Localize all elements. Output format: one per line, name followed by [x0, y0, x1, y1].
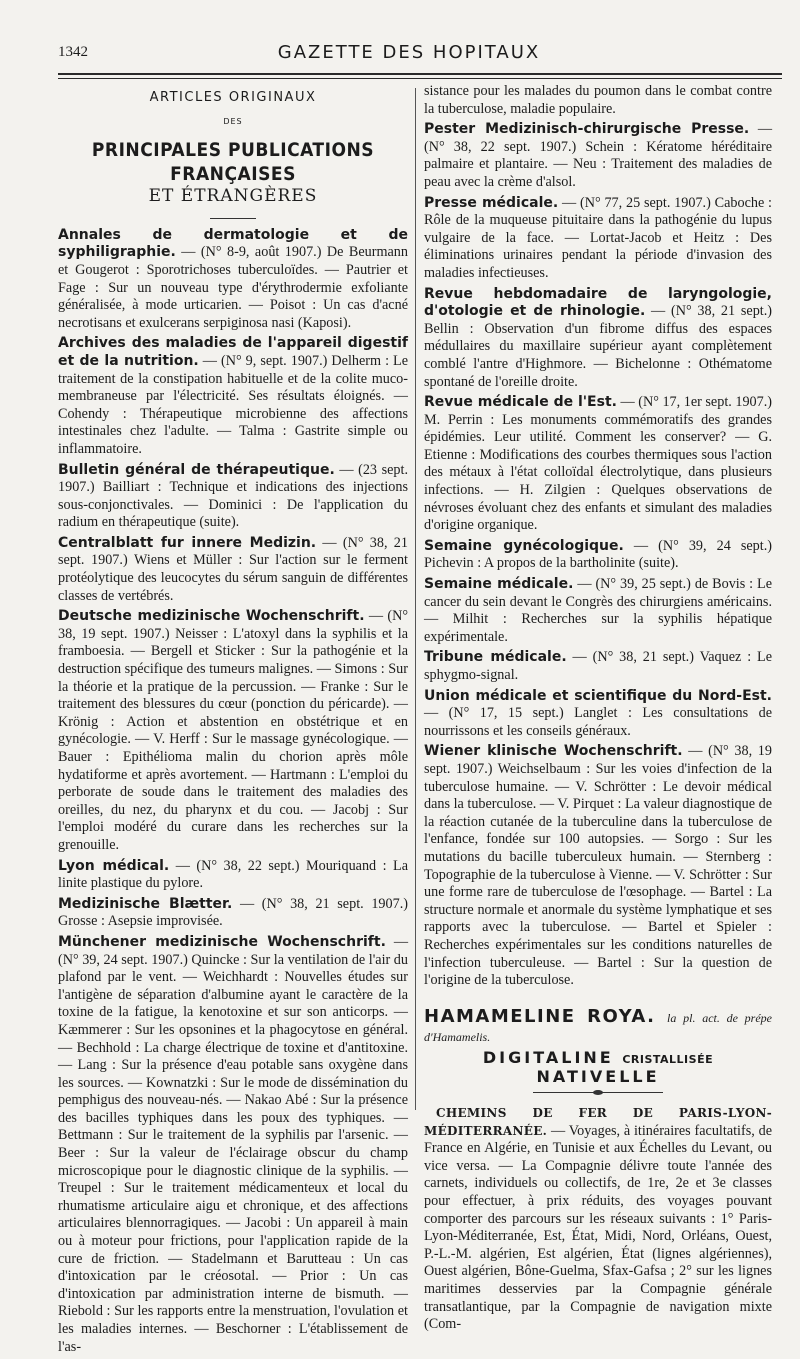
- entry-text: — (N° 38, 19 sept. 1907.) Neisser : L'atoxyl dans la syphilis et la framboesia. — Bergell et Sticker : Sur la pathogénie et la destruction spécifique des tumeurs malignes. — Simons : Sur la théorie et la pratique de la percussion. — Franke : Sur le traitement des blessures du cœur (ponction du péricarde). — Krönig : Action et abstention en obstétrique et en gynécologie. — V. Herff : Sur le massage gynécologique. — Bauer : Epithélioma malin du chorion après môle hydatiforme et après avortement. — Hartmann : L'emploi du perborate de soude dans le traitement des maladies des oreilles, du nez, du pharynx et du cou. — Jacobj : Sur l'emploi modéré du curare dans les recherches sur la grenouille.: [58, 608, 408, 853]
- bibliography-entry: [424, 743, 772, 989]
- entry-text: — (N° 39, 24 sept. 1907.) Quincke : Sur la ventilation de l'air du plafond par le vent. — Weichhardt : Nouvelles études sur l'antigène de séparation d'albumine ayant le caractère de la toxine de la fatigue, la kenotoxine et sur son anticorps. — Kæmmerer : Sur les opsonines et la phagocytose en général. — Bechhold : La charge électrique de toxine et d'antitoxine. — Lang : Sur la présence d'eau potable sans oxygène dans les sources. — Kownatzki : Sur le mode de dissémination du pemphigus des nouveau-nés. — Nakao Abé : Sur la présence des bacilles typhiques dans les poux des typhiques. — Bettmann : Sur le traitement de la syphilis par l'arsenic. — Beer : Sur la valeur de l'éclairage obscur du champ microscopique pour le diagnostic clinique de la syphilis. — Treupel : Sur le traitement médicamenteux et local du rhumatisme articulaire aigu et chronique, et des affections articulaires blennorragiques. — Jacobi : Un appareil à main ou à moteur pour frictions, pour l'application rapide de la cure de friction. — Stadelmann et Barutteau : Un cas d'intoxication par le créosotal. — Prior : Un cas d'intoxication par administration interne de bismuth. — Riebold : Sur les rapports entre la menstruation, l'ovulation et les maladies internes. — Beschorner : L'établissement de l'as-: [58, 933, 408, 1355]
- journal-title: GAZETTE DES HOPITAUX: [277, 42, 541, 63]
- journal-name: Annales de dermatologie et de syphiligraphie.: [58, 226, 408, 261]
- section-subtitle: ET ÉTRANGÈRES: [148, 186, 318, 207]
- entry-text: — (N° 38, 22 sept.) Mouriquand : La linite plastique du pylore.: [58, 857, 409, 892]
- entry-text: — (N° 77, 25 sept. 1907.) Caboche : Rôle de la muqueuse pituitaire dans la pathogénie du lupus vulgaire de la face. — Lortat-Jacob et Heitz : Des éliminations urinaires pendant la période d'invasion des maladies infectieuses.: [424, 194, 772, 281]
- journal-name: Münchener medizinische Wochenschrift.: [58, 933, 386, 950]
- bibliography-entry: [424, 121, 772, 191]
- railway-notice-title: CHEMINS DE FER DE PARIS-LYON-MÉDITERRANÉE.: [424, 1106, 772, 1138]
- journal-name: Revue médicale de l'Est.: [424, 394, 617, 411]
- bibliography-entry: [58, 462, 408, 532]
- ad-digitaline: DIGITALINE CRISTALLISÉE NATIVELLE: [482, 1047, 714, 1087]
- railway-notice-body: — Voyages, à itinéraires facultatifs, de France en Algérie, en Tunisie et aux Échelles du Levant, ou vice versa. — La Compagnie délivre toute l'année des carnets, individuels ou collectifs, de 1re, 2e et 3e classes pour effectuer, à prix réduits, des voyages pouvant comporter des parcours sur les réseaux suivants : 1° Paris-Lyon-Méditerranée, Est, État, Midi, Nord, Orléans, Ouest, P.-L.-M. algérien, Est algérien, État (lignes algériennes), Ouest algérien, Bône-Guelma, Sfax-Gafsa ; 2° sur les lignes maritimes desservies par la Compagnie générale transatlantique, par la Compagnie de navigation mixte (Com-: [424, 1122, 772, 1333]
- left-entries: [58, 227, 408, 1356]
- entry-text: — (N° 17, 15 sept.) Langlet : Les consultations de nourrissons et les conseils généraux.: [424, 705, 772, 739]
- entry-text: sistance pour les malades du poumon dans le combat contre la tuberculose, maladie populaire.: [424, 83, 772, 117]
- entry-text: — (N° 38, 21 sept.) Bellin : Observation d'un fibrome diffus des espaces médullaires du maxillaire supérieur ayant complètement comblé l'antre d'Highmore. — Bichelonne : Othématome spontané de l'oreille droite.: [424, 303, 772, 390]
- journal-name: Archives des maladies de l'appareil digestif et de la nutrition.: [58, 335, 408, 369]
- journal-name: Revue hebdomadaire de laryngologie, d'otologie et de rhinologie.: [424, 285, 772, 320]
- bibliography-entry: [58, 227, 408, 333]
- railway-notice: [424, 1105, 772, 1334]
- journal-name: Bulletin général de thérapeutique.: [58, 461, 335, 478]
- bibliography-entry: [58, 608, 408, 854]
- column-divider: [415, 88, 416, 1110]
- journal-name: Medizinische Blætter.: [58, 895, 233, 912]
- left-column: [58, 83, 408, 1359]
- bibliography-entry: [424, 83, 772, 118]
- entry-text: — (N° 38, 22 sept. 1907.) Schein : Kératome héréditaire palmaire et plantaire. — Neu : Traitement des maladies de peau avec la crème d'alsol.: [424, 121, 772, 190]
- entry-text: — (N° 8-9, août 1907.) De Beurmann et Gougerot : Sporotrichoses tuberculoïdes. — Pautrier et Fage : Sur un nouveau type d'érythrodermie exfoliante généralisée, à mode urticarien. — Poisot : Un cas d'acné necrotisans et exulcerans serpiginosa nasi (Kaposi).: [58, 244, 408, 331]
- journal-name: Tribune médicale.: [424, 649, 567, 666]
- journal-name: Lyon médical.: [58, 857, 170, 874]
- bibliography-entry: [424, 286, 772, 392]
- entry-text: — (N° 38, 21 sept. 1907.) Wiens et Müller : Sur l'action sur le ferment protéolytique des leucocytes du sérum sanguin de différentes classes de vertébrés.: [58, 534, 408, 604]
- bibliography-entry: [58, 335, 408, 458]
- ad-hamameline: [424, 1005, 772, 1047]
- header-rule-bottom: [58, 78, 782, 79]
- bibliography-entry: [58, 934, 408, 1356]
- journal-name: Wiener klinische Wochenschrift.: [424, 743, 683, 760]
- journal-name: Deutsche medizinische Wochenschrift.: [58, 608, 365, 625]
- bibliography-entry: [424, 576, 772, 646]
- entry-text: — (N° 38, 19 sept. 1907.) Weichselbaum : Sur les voies d'infection de la tuberculose humaine. — V. Schrötter : Le devoir médical dans la tuberculose. — V. Pirquet : La valeur diagnostique de la réaction cutanée de la tuberculine dans la tuberculose de l'enfance, fondée sur 100 autopsies. — Sorgo : Sur les mutations du bacille tuberculeux humain. — Sternberg : Topographie de la tuberculose à Vienne. — V. Schrötter : Sur une forme rare de tuberculose de l'œsophage. — Bartel : La structure normale et anormale du système lymphatique et ses rapports avec la tuberculose. — Bartel et Spieler : Recherches expérimentales sur les conditions naturelles de l'infection tuberculeuse. — Bartel : Sur la question de l'origine de la tuberculose.: [424, 743, 772, 989]
- running-head: [58, 40, 760, 64]
- journal-name: Semaine gynécologique.: [424, 537, 624, 554]
- journal-name: Presse médicale.: [424, 194, 559, 211]
- right-entries: [424, 83, 772, 990]
- bibliography-entry: [58, 858, 408, 893]
- bibliography-entry: [424, 394, 772, 535]
- entry-text: — (N° 39, 24 sept.) Pichevin : A propos de la bartholinite (suite).: [424, 537, 772, 572]
- journal-name: Union médicale et scientifique du Nord-Est.: [424, 687, 772, 704]
- section-rule: [210, 218, 256, 219]
- entry-text: — (N° 38, 21 sept. 1907.) Grosse : Asepsie improvisée.: [58, 895, 408, 930]
- section-title: PRINCIPALES PUBLICATIONS FRANÇAISES: [91, 139, 375, 186]
- bibliography-entry: [424, 649, 772, 684]
- ad-hamameline-name: HAMAMELINE ROYA.: [424, 1005, 656, 1027]
- journal-name: Semaine médicale.: [424, 576, 574, 593]
- entry-text: — (23 sept. 1907.) Bailliart : Technique et indications des injections sous-conjonctivales. — Dominici : De l'application du radium en thérapeutique (suite).: [58, 461, 408, 531]
- bibliography-entry: [58, 896, 408, 931]
- right-column: [424, 83, 772, 1334]
- section-des: DES: [223, 116, 243, 126]
- ad-hamameline-note: la pl. act. de prépe d'Hamamelis.: [424, 1010, 772, 1045]
- bibliography-entry: [424, 195, 772, 283]
- journal-name: Pester Medizinisch-chirurgische Presse.: [424, 121, 750, 138]
- entry-text: — (N° 17, 1er sept. 1907.) M. Perrin : Les monuments commémoratifs des grandes épidémies. Leur utilité. Comment les conserver? — G. Etienne : Modifications des courbes thermiques sous l'action des métaux à l'état colloïdal électrolytique, dans plusieurs infections. — H. Zilgien : Quelques observations de névroses évoluant chez des enfants et simulant des maladies d'origine organique.: [424, 394, 773, 534]
- bibliography-entry: [424, 688, 772, 741]
- header-rule-top: [58, 73, 782, 75]
- ornament-rule: [533, 1092, 663, 1093]
- bibliography-entry: [58, 535, 408, 605]
- page-number: 1342: [58, 44, 88, 60]
- section-kicker: ARTICLES ORIGINAUX: [149, 90, 317, 105]
- entry-text: — (N° 38, 21 sept.) Vaquez : Le sphygmo-signal.: [424, 649, 772, 683]
- entry-text: — (N° 39, 25 sept.) de Bovis : Le cancer du sein devant le Congrès des chirurgiens américains. — Milhit : Recherches sur la syphilis hépatique expérimentale.: [424, 576, 773, 645]
- bibliography-entry: [424, 538, 772, 573]
- journal-name: Centralblatt fur innere Medizin.: [58, 534, 317, 551]
- entry-text: — (N° 9, sept. 1907.) Delherm : Le traitement de la constipation habituelle et de la colite muco-membraneuse par l'électricité. Ses résultats éloignés. — Cohendy : Thérapeutique microbienne des affections intestinales chez l'adulte. — Talma : Gastrite simple ou inflammatoire.: [58, 352, 409, 457]
